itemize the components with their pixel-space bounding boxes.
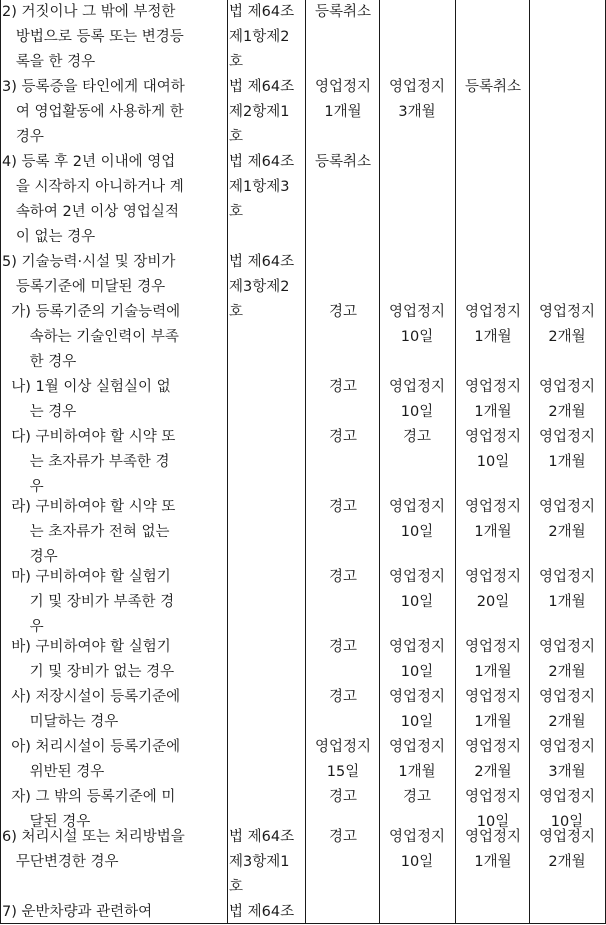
- violation-text-line: 가) 등록기준의 기술능력에: [2, 304, 181, 320]
- penalty-2nd-line: 경고: [402, 429, 431, 445]
- penalty-1st-line: 경고: [328, 829, 357, 845]
- table-column-border: [227, 0, 228, 924]
- violation-text-line: 기 및 장비가 없는 경우: [2, 664, 175, 680]
- penalty-1st-line: 경고: [328, 304, 357, 320]
- violation-text-line: 나) 1월 이상 실험실이 없: [2, 379, 171, 395]
- penalty-3rd-line: 1개월: [474, 524, 512, 540]
- penalty-2nd-line: 10일: [400, 524, 434, 540]
- penalty-3rd-line: 1개월: [474, 329, 512, 345]
- penalty-1st-line: 경고: [328, 639, 357, 655]
- penalty-1st-line: 영업정지: [314, 79, 372, 95]
- penalty-3rd-line: 영업정지: [464, 304, 522, 320]
- penalty-2nd-line: 영업정지: [388, 304, 446, 320]
- penalty-3rd-line: 영업정지: [464, 829, 522, 845]
- violation-text-line: 달된 경우: [2, 814, 91, 830]
- penalty-2nd-line: 10일: [400, 714, 434, 730]
- violation-text-line: 5) 기술능력·시설 및 장비가: [2, 254, 176, 270]
- penalty-4th-line: 영업정지: [538, 429, 596, 445]
- violation-text-line: 록을 한 경우: [2, 54, 96, 70]
- penalty-4th-line: 10일: [550, 814, 584, 830]
- penalty-2nd-line: 10일: [400, 594, 434, 610]
- penalty-4th-line: 2개월: [548, 714, 586, 730]
- penalty-2nd-line: 3개월: [398, 104, 436, 120]
- penalty-4th-line: 1개월: [548, 454, 586, 470]
- penalty-1st-line: 경고: [328, 789, 357, 805]
- penalty-4th-line: 영업정지: [538, 739, 596, 755]
- violation-text-line: 3) 등록증을 타인에게 대여하: [2, 79, 185, 95]
- violation-text-line: 방법으로 등록 또는 변경등: [2, 29, 184, 45]
- penalty-1st-line: 경고: [328, 499, 357, 515]
- penalty-4th-line: 영업정지: [538, 304, 596, 320]
- penalty-2nd-line: 10일: [400, 404, 434, 420]
- penalty-4th-line: 영업정지: [538, 639, 596, 655]
- penalty-3rd-line: 1개월: [474, 404, 512, 420]
- law-ref-line: 호: [229, 129, 244, 145]
- penalty-3rd-line: 영업정지: [464, 689, 522, 705]
- violation-text-line: 을 시작하지 아니하거나 계: [2, 179, 184, 195]
- penalty-4th-line: 영업정지: [538, 789, 596, 805]
- penalty-4th-line: 영업정지: [538, 829, 596, 845]
- penalty-1st-line: 15일: [326, 764, 360, 780]
- law-ref-line: 제1항제3: [229, 179, 290, 195]
- penalty-3rd-line: 영업정지: [464, 429, 522, 445]
- violation-text-line: 바) 구비하여야 할 실험기: [2, 639, 171, 655]
- penalty-2nd-line: 영업정지: [388, 379, 446, 395]
- law-ref-line: 호: [229, 304, 244, 320]
- table-column-border: [0, 0, 1, 924]
- law-ref-line: 제2항제1: [229, 104, 290, 120]
- penalty-1st-line: 등록취소: [314, 154, 372, 170]
- violation-text-line: 6) 처리시설 또는 처리방법을: [2, 829, 185, 845]
- penalty-3rd-line: 영업정지: [464, 739, 522, 755]
- penalty-1st-line: 경고: [328, 429, 357, 445]
- violation-text-line: 2) 거짓이나 그 밖에 부정한: [2, 4, 176, 20]
- violation-text-line: 속하는 기술인력이 부족: [2, 329, 179, 345]
- penalty-3rd-line: 1개월: [474, 854, 512, 870]
- penalty-2nd-line: 영업정지: [388, 639, 446, 655]
- violation-text-line: 이 없는 경우: [2, 229, 96, 245]
- violation-text-line: 여 영업활동에 사용하게 한: [2, 104, 184, 120]
- violation-text-line: 우: [2, 619, 44, 635]
- law-ref-line: 호: [229, 879, 244, 895]
- penalty-1st-line: 경고: [328, 569, 357, 585]
- law-ref-line: 법 제64조: [229, 254, 295, 270]
- violation-text-line: 무단변경한 경우: [2, 854, 119, 870]
- penalty-3rd-line: 1개월: [474, 664, 512, 680]
- law-ref-line: 제1항제2: [229, 29, 290, 45]
- law-ref-line: 법 제64조: [229, 154, 295, 170]
- violation-text-line: 속하여 2년 이상 영업실적: [2, 204, 179, 220]
- penalty-3rd-line: 1개월: [474, 714, 512, 730]
- penalty-3rd-line: 2개월: [474, 764, 512, 780]
- law-ref-line: 제3항제2: [229, 279, 290, 295]
- penalty-4th-line: 2개월: [548, 329, 586, 345]
- law-ref-line: 법 제64조: [229, 4, 295, 20]
- violation-text-line: 는 경우: [2, 404, 77, 420]
- penalty-2nd-line: 10일: [400, 329, 434, 345]
- violation-text-line: 자) 그 밖의 등록기준에 미: [2, 789, 176, 805]
- penalty-2nd-line: 1개월: [398, 764, 436, 780]
- penalty-3rd-line: 10일: [476, 814, 510, 830]
- violation-text-line: 등록기준에 미달된 경우: [2, 279, 166, 295]
- penalty-2nd-line: 영업정지: [388, 689, 446, 705]
- violation-text-line: 마) 구비하여야 할 실험기: [2, 569, 171, 585]
- penalty-3rd-line: 영업정지: [464, 499, 522, 515]
- law-ref-line: 법 제64조: [229, 829, 295, 845]
- penalty-4th-line: 영업정지: [538, 569, 596, 585]
- law-ref-line: 법 제64조: [229, 904, 295, 920]
- violation-text-line: 위반된 경우: [2, 764, 105, 780]
- penalty-1st-line: 영업정지: [314, 739, 372, 755]
- violation-text-line: 미달하는 경우: [2, 714, 119, 730]
- law-ref-line: 호: [229, 204, 244, 220]
- penalty-4th-line: 2개월: [548, 854, 586, 870]
- penalty-3rd-line: 등록취소: [464, 79, 522, 95]
- penalty-3rd-line: 10일: [476, 454, 510, 470]
- penalty-1st-line: 1개월: [324, 104, 362, 120]
- penalty-4th-line: 2개월: [548, 404, 586, 420]
- penalty-3rd-line: 영업정지: [464, 379, 522, 395]
- violation-text-line: 는 초자류가 전혀 없는: [2, 524, 170, 540]
- penalty-3rd-line: 영업정지: [464, 639, 522, 655]
- law-ref-line: 제3항제1: [229, 854, 290, 870]
- penalty-3rd-line: 영업정지: [464, 569, 522, 585]
- penalty-4th-line: 영업정지: [538, 499, 596, 515]
- penalty-2nd-line: 영업정지: [388, 569, 446, 585]
- penalty-4th-line: 영업정지: [538, 689, 596, 705]
- penalty-4th-line: 2개월: [548, 524, 586, 540]
- violation-text-line: 는 초자류가 부족한 경: [2, 454, 170, 470]
- violation-text-line: 다) 구비하여야 할 시약 또: [2, 429, 176, 445]
- penalty-1st-line: 경고: [328, 689, 357, 705]
- penalty-1st-line: 등록취소: [314, 4, 372, 20]
- violation-text-line: 한 경우: [2, 354, 77, 370]
- penalty-1st-line: 경고: [328, 379, 357, 395]
- violation-text-line: 경우: [2, 549, 58, 565]
- penalty-2nd-line: 영업정지: [388, 499, 446, 515]
- penalty-3rd-line: 영업정지: [464, 789, 522, 805]
- violation-text-line: 경우: [2, 129, 44, 145]
- penalty-2nd-line: 10일: [400, 664, 434, 680]
- penalty-2nd-line: 영업정지: [388, 829, 446, 845]
- penalty-4th-line: 3개월: [548, 764, 586, 780]
- penalty-2nd-line: 10일: [400, 854, 434, 870]
- violation-text-line: 라) 구비하여야 할 시약 또: [2, 499, 176, 515]
- violation-text-line: 사) 저장시설이 등록기준에: [2, 689, 181, 705]
- violation-text-line: 아) 처리시설이 등록기준에: [2, 739, 181, 755]
- penalty-3rd-line: 20일: [476, 594, 510, 610]
- penalty-4th-line: 2개월: [548, 664, 586, 680]
- law-ref-line: 호: [229, 54, 244, 70]
- penalty-4th-line: 영업정지: [538, 379, 596, 395]
- violation-text-line: 7) 운반차량과 관련하여: [2, 904, 153, 920]
- penalty-2nd-line: 경고: [402, 789, 431, 805]
- violation-text-line: 4) 등록 후 2년 이내에 영업: [2, 154, 176, 170]
- violation-text-line: 기 및 장비가 부족한 경: [2, 594, 175, 610]
- penalty-2nd-line: 영업정지: [388, 739, 446, 755]
- penalty-2nd-line: 영업정지: [388, 79, 446, 95]
- violation-text-line: 우: [2, 479, 44, 495]
- penalty-4th-line: 1개월: [548, 594, 586, 610]
- law-ref-line: 법 제64조: [229, 79, 295, 95]
